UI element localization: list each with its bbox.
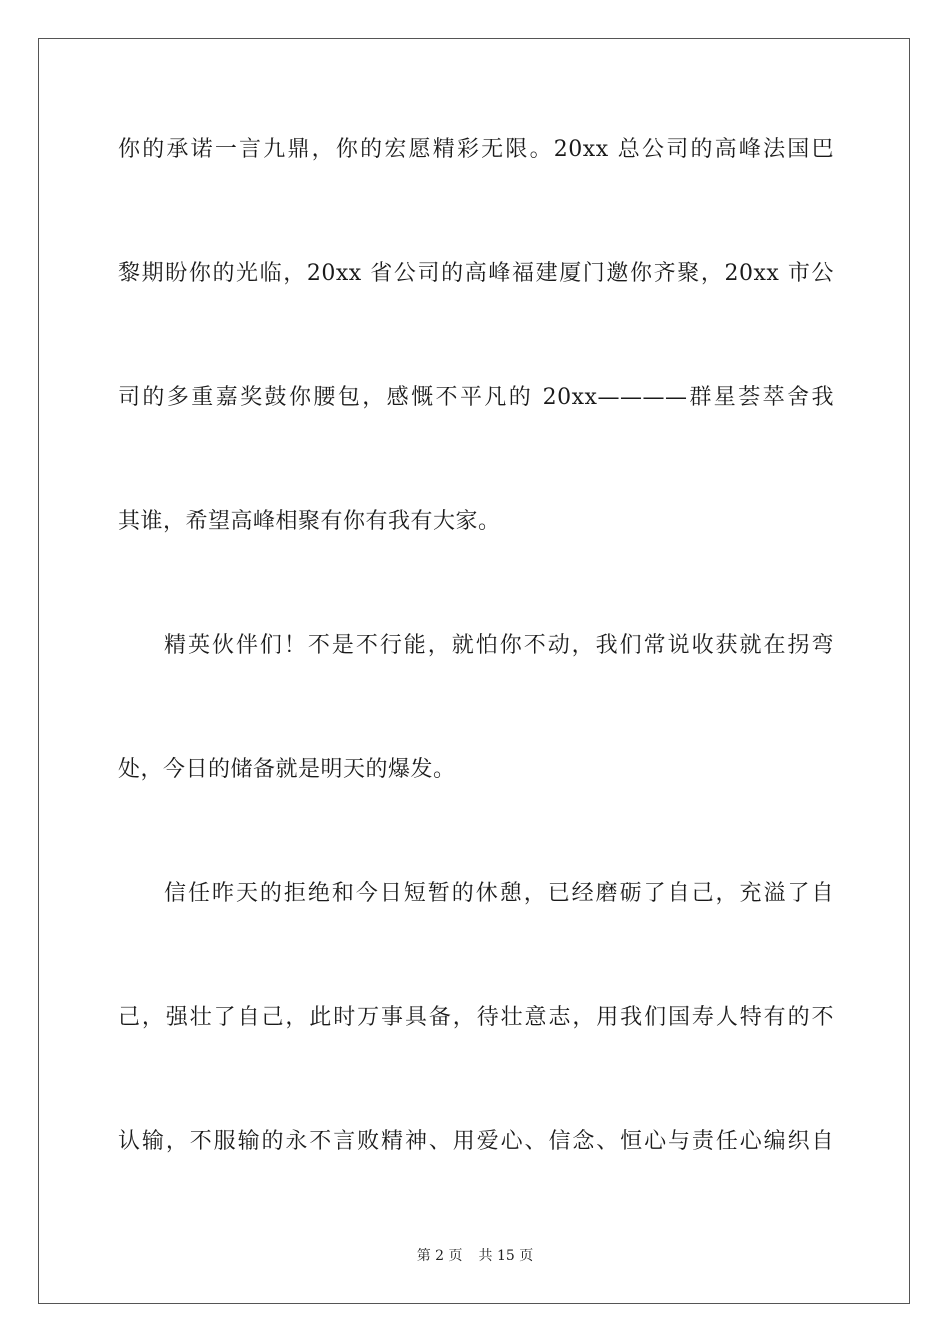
text-line: 黎期盼你的光临，20xx 省公司的高峰福建厦门邀你齐聚，20xx 市公 [118,261,834,286]
text-line: 你的承诺一言九鼎，你的宏愿精彩无限。20xx 总公司的高峰法国巴 [118,137,834,162]
page-border [38,38,910,1304]
text-line: 处，今日的储备就是明天的爆发。 [118,757,456,782]
page-number: 第 2 页 [416,1248,463,1264]
paragraph-first-line: 精英伙伴们！不是不行能，就怕你不动，我们常说收获就在拐弯 [164,633,834,658]
text-line: 认输，不服输的永不言败精神、用爱心、信念、恒心与责任心编织自 [118,1129,834,1154]
paragraph-first-line: 信任昨天的拒绝和今日短暂的休憩，已经磨砺了自己，充溢了自 [164,881,834,906]
page-footer [0,1246,950,1266]
text-line: 其谁，希望高峰相聚有你有我有大家。 [118,509,501,534]
page-total: 共 15 页 [478,1248,534,1264]
text-line: 司的多重嘉奖鼓你腰包，感慨不平凡的 20xx————群星荟萃舍我 [118,385,834,410]
text-line: 己，强壮了自己，此时万事具备，待壮意志，用我们国寿人特有的不 [118,1005,834,1030]
